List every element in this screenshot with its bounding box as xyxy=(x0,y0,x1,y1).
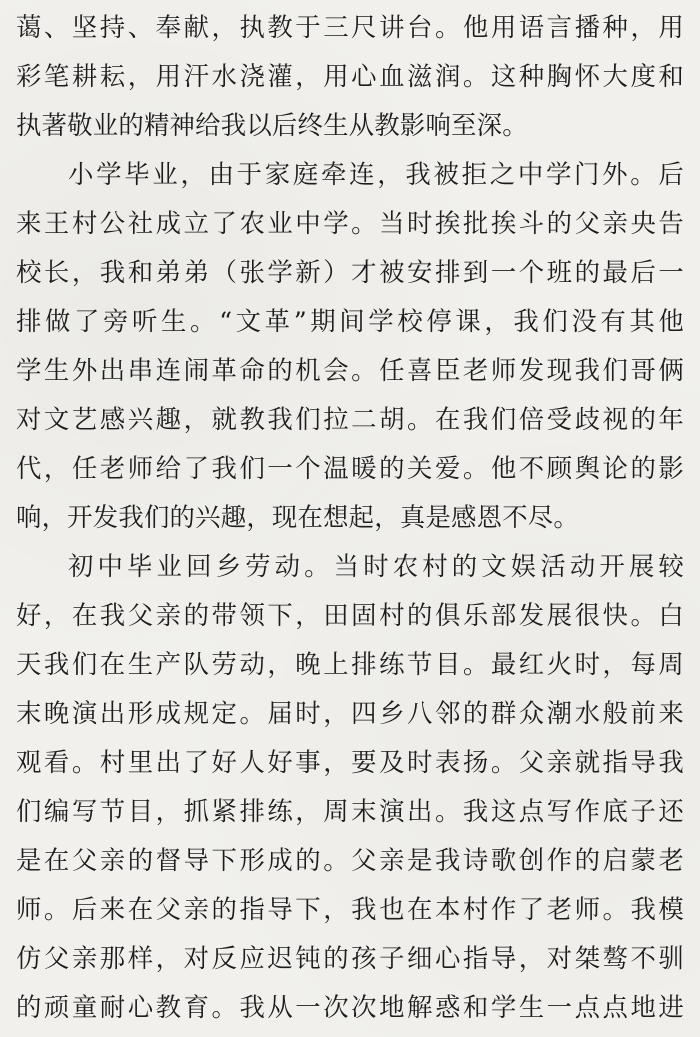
text-line: 末晚演出形成规定。届时，四乡八邻的群众潮水般前来 xyxy=(16,698,684,728)
text-line: 初中毕业回乡劳动。当时农村的文娱活动开展较 xyxy=(68,551,684,581)
text-line: 的顽童耐心教育。我从一次次地解惑和学生一点点地进 xyxy=(16,992,684,1022)
text-line: 仿父亲那样，对反应迟钝的孩子细心指导，对桀骜不驯 xyxy=(16,943,684,973)
text-line: 是在父亲的督导下形成的。父亲是我诗歌创作的启蒙老 xyxy=(16,845,684,875)
text-line: 们编写节目，抓紧排练，周末演出。我这点写作底子还 xyxy=(16,796,684,826)
text-line: 师。后来在父亲的指导下，我也在本村作了老师。我模 xyxy=(16,894,684,924)
text-line: 蔼、坚持、奉献，执教于三尺讲台。他用语言播种，用 xyxy=(16,12,684,42)
text-line: 排做了旁听生。“文革”期间学校停课，我们没有其他 xyxy=(16,306,684,336)
text-line: 学生外出串连闹革命的机会。任喜臣老师发现我们哥俩 xyxy=(16,355,684,385)
text-line: 彩笔耕耘，用汗水浇灌，用心血滋润。这种胸怀大度和 xyxy=(16,61,684,91)
text-line: 小学毕业，由于家庭牵连，我被拒之中学门外。后 xyxy=(68,159,684,189)
text-line: 执著敬业的精神给我以后终生从教影响至深。 xyxy=(16,110,528,140)
text-line: 观看。村里出了好人好事，要及时表扬。父亲就指导我 xyxy=(16,747,684,777)
text-line: 天我们在生产队劳动，晚上排练节目。最红火时，每周 xyxy=(16,649,684,679)
text-line: 代，任老师给了我们一个温暖的关爱。他不顾舆论的影 xyxy=(16,453,684,483)
text-line: 校长，我和弟弟（张学新）才被安排到一个班的最后一 xyxy=(16,257,684,287)
text-line: 响，开发我们的兴趣，现在想起，真是感恩不尽。 xyxy=(16,502,579,532)
text-line: 来王村公社成立了农业中学。当时挨批挨斗的父亲央告 xyxy=(16,208,684,238)
text-line: 对文艺感兴趣，就教我们拉二胡。在我们倍受歧视的年 xyxy=(16,404,684,434)
text-line: 好，在我父亲的带领下，田固村的俱乐部发展很快。白 xyxy=(16,600,684,630)
